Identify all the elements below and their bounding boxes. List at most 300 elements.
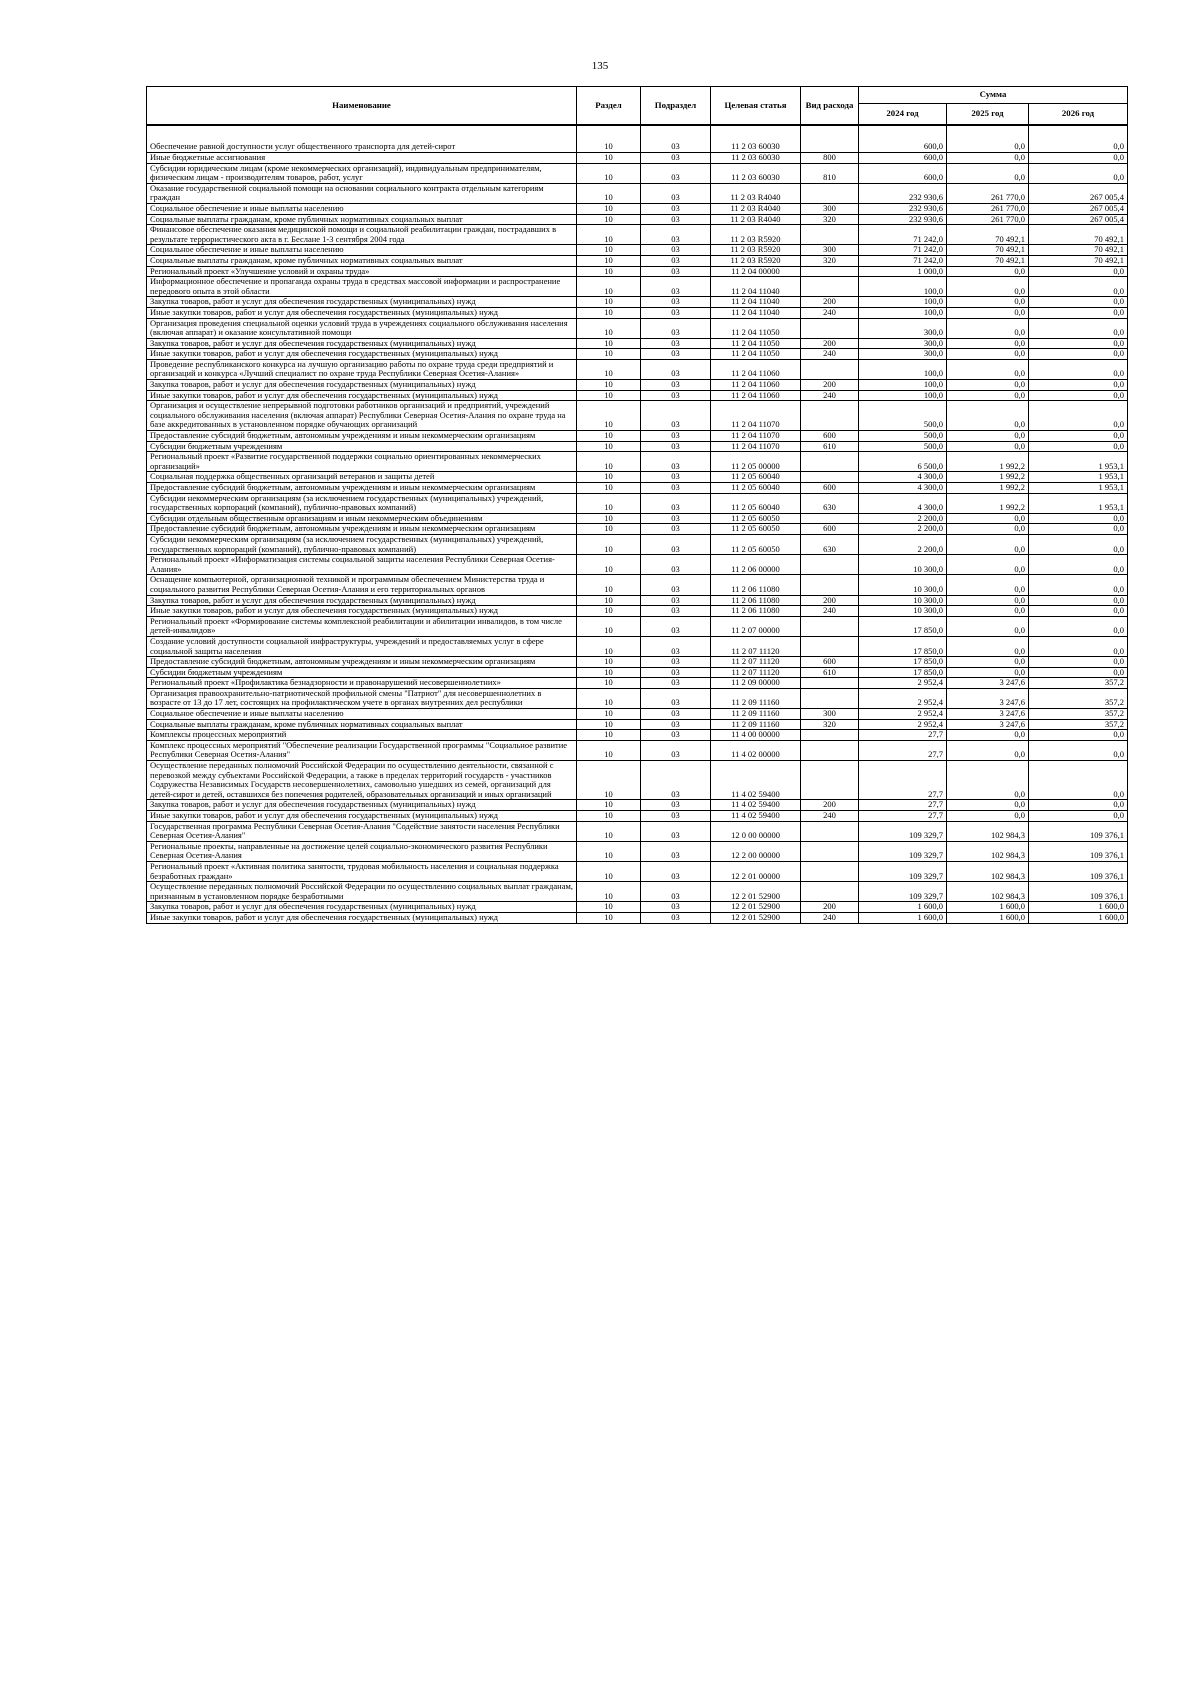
row-2025: 102 984,3 <box>947 821 1029 841</box>
table-row <box>147 153 1128 164</box>
row-2024: 4 300,0 <box>859 472 947 483</box>
row-2024: 100,0 <box>859 359 947 379</box>
row-section: 10 <box>577 902 641 913</box>
row-2025: 0,0 <box>947 390 1029 401</box>
row-subsection: 03 <box>641 740 711 760</box>
row-target: 11 2 05 60050 <box>711 513 801 524</box>
row-2026: 0,0 <box>1029 277 1128 297</box>
row-expense-type: 810 <box>801 163 859 183</box>
row-2026: 0,0 <box>1029 431 1128 442</box>
row-target: 11 2 09 00000 <box>711 678 801 689</box>
row-expense-type <box>801 761 859 800</box>
row-expense-type: 630 <box>801 493 859 513</box>
row-2026: 0,0 <box>1029 636 1128 656</box>
row-name: Оказание государственной социальной помощи на основании социального контракта отдельным категориям граждан <box>147 183 577 203</box>
row-target: 11 2 03 R4040 <box>711 214 801 225</box>
row-subsection: 03 <box>641 493 711 513</box>
row-section: 10 <box>577 380 641 391</box>
row-target: 11 2 07 11120 <box>711 657 801 668</box>
row-section: 10 <box>577 441 641 452</box>
row-2026: 0,0 <box>1029 401 1128 431</box>
row-2026: 357,2 <box>1029 678 1128 689</box>
row-2025: 70 492,1 <box>947 255 1029 266</box>
row-expense-type <box>801 636 859 656</box>
row-expense-type <box>801 821 859 841</box>
table-row <box>147 761 1128 800</box>
row-2025: 0,0 <box>947 740 1029 760</box>
table-row <box>147 452 1128 472</box>
row-name: Иные закупки товаров, работ и услуг для обеспечения государственных (муниципальных) нужд <box>147 912 577 923</box>
row-2025: 0,0 <box>947 349 1029 360</box>
table-row <box>147 902 1128 913</box>
row-expense-type <box>801 688 859 708</box>
row-expense-type: 610 <box>801 441 859 452</box>
row-target: 12 2 01 00000 <box>711 861 801 881</box>
row-2026: 0,0 <box>1029 380 1128 391</box>
row-2026: 0,0 <box>1029 390 1128 401</box>
row-subsection: 03 <box>641 266 711 277</box>
row-subsection: 03 <box>641 277 711 297</box>
row-target: 11 2 04 00000 <box>711 266 801 277</box>
row-section: 10 <box>577 667 641 678</box>
row-section: 10 <box>577 616 641 636</box>
row-name: Государственная программа Республики Северная Осетия-Алания "Содействие занятости населения Республики Северная Осетия-Алания" <box>147 821 577 841</box>
row-2025: 0,0 <box>947 513 1029 524</box>
row-subsection: 03 <box>641 452 711 472</box>
row-2026: 0,0 <box>1029 667 1128 678</box>
row-subsection: 03 <box>641 800 711 811</box>
row-2026: 0,0 <box>1029 125 1128 153</box>
row-subsection: 03 <box>641 524 711 535</box>
row-section: 10 <box>577 841 641 861</box>
row-target: 11 2 04 11040 <box>711 277 801 297</box>
row-section: 10 <box>577 307 641 318</box>
row-2025: 261 770,0 <box>947 203 1029 214</box>
row-section: 10 <box>577 452 641 472</box>
row-subsection: 03 <box>641 861 711 881</box>
col-header-section: Раздел <box>577 87 641 126</box>
row-target: 11 2 05 60040 <box>711 493 801 513</box>
row-subsection: 03 <box>641 225 711 245</box>
table-row <box>147 719 1128 730</box>
table-row <box>147 472 1128 483</box>
col-header-subsection: Подраздел <box>641 87 711 126</box>
row-target: 11 2 04 11060 <box>711 380 801 391</box>
row-target: 11 2 06 11080 <box>711 606 801 617</box>
row-2026: 0,0 <box>1029 800 1128 811</box>
row-name: Осуществление переданных полномочий Российской Федерации по осуществлению социальных выплат гражданам, признанным в установленном порядке безработными <box>147 882 577 902</box>
row-subsection: 03 <box>641 401 711 431</box>
row-2025: 1 992,2 <box>947 452 1029 472</box>
row-target: 11 2 05 60040 <box>711 472 801 483</box>
row-name: Субсидии бюджетным учреждениям <box>147 441 577 452</box>
row-name: Социальное обеспечение и иные выплаты населению <box>147 245 577 256</box>
row-2025: 0,0 <box>947 277 1029 297</box>
row-2024: 2 200,0 <box>859 513 947 524</box>
row-2025: 0,0 <box>947 125 1029 153</box>
row-target: 11 4 02 59400 <box>711 800 801 811</box>
row-section: 10 <box>577 472 641 483</box>
row-target: 11 2 06 00000 <box>711 555 801 575</box>
row-2025: 0,0 <box>947 761 1029 800</box>
row-section: 10 <box>577 153 641 164</box>
row-target: 11 2 04 11070 <box>711 441 801 452</box>
row-section: 10 <box>577 338 641 349</box>
table-row <box>147 338 1128 349</box>
row-target: 12 2 01 52900 <box>711 882 801 902</box>
row-section: 10 <box>577 125 641 153</box>
row-2026: 1 953,1 <box>1029 452 1128 472</box>
row-subsection: 03 <box>641 163 711 183</box>
row-section: 10 <box>577 318 641 338</box>
row-name: Закупка товаров, работ и услуг для обеспечения государственных (муниципальных) нужд <box>147 297 577 308</box>
row-2024: 2 200,0 <box>859 524 947 535</box>
row-section: 10 <box>577 811 641 822</box>
row-name: Закупка товаров, работ и услуг для обеспечения государственных (муниципальных) нужд <box>147 800 577 811</box>
row-section: 10 <box>577 636 641 656</box>
row-section: 10 <box>577 657 641 668</box>
row-2025: 0,0 <box>947 730 1029 741</box>
table-row <box>147 266 1128 277</box>
row-2024: 2 952,4 <box>859 678 947 689</box>
row-2024: 1 600,0 <box>859 902 947 913</box>
row-section: 10 <box>577 740 641 760</box>
row-target: 11 2 06 11080 <box>711 595 801 606</box>
row-2025: 102 984,3 <box>947 841 1029 861</box>
row-subsection: 03 <box>641 472 711 483</box>
table-row <box>147 595 1128 606</box>
table-row <box>147 359 1128 379</box>
row-2024: 27,7 <box>859 730 947 741</box>
row-expense-type <box>801 730 859 741</box>
row-name: Информационное обеспечение и пропаганда охраны труда в средствах массовой информации и распространение передового опыта в этой области <box>147 277 577 297</box>
row-2024: 109 329,7 <box>859 821 947 841</box>
row-2026: 0,0 <box>1029 513 1128 524</box>
row-2024: 109 329,7 <box>859 841 947 861</box>
row-2024: 27,7 <box>859 761 947 800</box>
table-row <box>147 912 1128 923</box>
row-2026: 0,0 <box>1029 524 1128 535</box>
row-expense-type: 240 <box>801 606 859 617</box>
row-2024: 71 242,0 <box>859 245 947 256</box>
row-section: 10 <box>577 821 641 841</box>
row-name: Региональный проект «Информатизация системы социальной защиты населения Республики Северная Осетия-Алания» <box>147 555 577 575</box>
row-target: 11 2 04 11070 <box>711 431 801 442</box>
row-section: 10 <box>577 719 641 730</box>
row-expense-type <box>801 359 859 379</box>
row-name: Субсидии некоммерческим организациям (за исключением государственных (муниципальных) учреждений, государственных корпораций (компаний), публично-правовых компаний) <box>147 534 577 554</box>
row-2024: 100,0 <box>859 297 947 308</box>
row-expense-type: 200 <box>801 338 859 349</box>
row-target: 11 2 04 11050 <box>711 338 801 349</box>
row-name: Предоставление субсидий бюджетным, автономным учреждениям и иным некоммерческим организациям <box>147 524 577 535</box>
row-subsection: 03 <box>641 349 711 360</box>
row-name: Социальные выплаты гражданам, кроме публичных нормативных социальных выплат <box>147 719 577 730</box>
row-subsection: 03 <box>641 380 711 391</box>
row-subsection: 03 <box>641 636 711 656</box>
table-row <box>147 380 1128 391</box>
row-2025: 70 492,1 <box>947 225 1029 245</box>
row-target: 11 2 03 R4040 <box>711 183 801 203</box>
row-expense-type: 240 <box>801 349 859 360</box>
row-2025: 0,0 <box>947 359 1029 379</box>
row-target: 11 2 03 60030 <box>711 163 801 183</box>
row-section: 10 <box>577 203 641 214</box>
row-expense-type: 240 <box>801 307 859 318</box>
table-row <box>147 636 1128 656</box>
row-2026: 1 600,0 <box>1029 912 1128 923</box>
row-target: 12 2 01 52900 <box>711 902 801 913</box>
row-2025: 0,0 <box>947 338 1029 349</box>
row-target: 11 2 04 11050 <box>711 318 801 338</box>
row-expense-type <box>801 616 859 636</box>
row-subsection: 03 <box>641 245 711 256</box>
row-2026: 267 005,4 <box>1029 214 1128 225</box>
row-expense-type <box>801 513 859 524</box>
row-expense-type: 240 <box>801 390 859 401</box>
row-subsection: 03 <box>641 214 711 225</box>
row-2025: 261 770,0 <box>947 214 1029 225</box>
row-expense-type <box>801 183 859 203</box>
row-target: 11 2 04 11040 <box>711 297 801 308</box>
row-2025: 0,0 <box>947 153 1029 164</box>
table-row <box>147 555 1128 575</box>
table-row <box>147 811 1128 822</box>
table-row <box>147 163 1128 183</box>
row-2026: 0,0 <box>1029 441 1128 452</box>
row-name: Проведение республиканского конкурса на лучшую организацию работы по охране труда среди предприятий и организаций и конкурса «Лучший специалист по охране труда Республики Северная Осетия-Алания» <box>147 359 577 379</box>
row-subsection: 03 <box>641 882 711 902</box>
row-subsection: 03 <box>641 688 711 708</box>
row-2024: 100,0 <box>859 307 947 318</box>
row-target: 11 2 03 60030 <box>711 125 801 153</box>
row-2025: 0,0 <box>947 307 1029 318</box>
row-target: 11 2 05 60040 <box>711 483 801 494</box>
table-row <box>147 821 1128 841</box>
row-expense-type: 800 <box>801 153 859 164</box>
row-section: 10 <box>577 401 641 431</box>
row-subsection: 03 <box>641 595 711 606</box>
row-2025: 1 600,0 <box>947 912 1029 923</box>
row-expense-type <box>801 401 859 431</box>
row-2026: 70 492,1 <box>1029 255 1128 266</box>
col-header-2024: 2024 год <box>859 104 947 126</box>
row-name: Субсидии отдельным общественным организациям и иным некоммерческим объединениям <box>147 513 577 524</box>
row-subsection: 03 <box>641 912 711 923</box>
table-row <box>147 493 1128 513</box>
row-2026: 70 492,1 <box>1029 245 1128 256</box>
table-row <box>147 678 1128 689</box>
row-section: 10 <box>577 882 641 902</box>
row-2024: 500,0 <box>859 441 947 452</box>
table-row <box>147 657 1128 668</box>
row-target: 12 2 01 52900 <box>711 912 801 923</box>
table-row <box>147 401 1128 431</box>
row-subsection: 03 <box>641 483 711 494</box>
col-header-sum: Сумма <box>859 87 1128 104</box>
row-2025: 0,0 <box>947 800 1029 811</box>
row-section: 10 <box>577 390 641 401</box>
row-2024: 27,7 <box>859 800 947 811</box>
row-subsection: 03 <box>641 821 711 841</box>
row-2024: 27,7 <box>859 740 947 760</box>
row-target: 11 2 03 R4040 <box>711 203 801 214</box>
row-2025: 0,0 <box>947 636 1029 656</box>
row-subsection: 03 <box>641 390 711 401</box>
row-name: Социальное обеспечение и иные выплаты населению <box>147 709 577 720</box>
row-expense-type <box>801 277 859 297</box>
row-subsection: 03 <box>641 203 711 214</box>
row-2026: 0,0 <box>1029 318 1128 338</box>
table-row <box>147 277 1128 297</box>
table-row <box>147 688 1128 708</box>
table-row <box>147 841 1128 861</box>
row-2026: 0,0 <box>1029 555 1128 575</box>
row-2024: 600,0 <box>859 163 947 183</box>
row-2025: 0,0 <box>947 380 1029 391</box>
row-2026: 357,2 <box>1029 688 1128 708</box>
row-2025: 0,0 <box>947 811 1029 822</box>
row-name: Закупка товаров, работ и услуг для обеспечения государственных (муниципальных) нужд <box>147 902 577 913</box>
row-section: 10 <box>577 431 641 442</box>
row-section: 10 <box>577 861 641 881</box>
row-2026: 0,0 <box>1029 811 1128 822</box>
row-2024: 4 300,0 <box>859 483 947 494</box>
row-name: Организация и осуществление непрерывной подготовки работников организаций и предприятий, учреждений социального обслуживания населения (включая аппарат) Республики Северная Осетия-Алания по охране труда на базе аккредитованных в установленном порядке обучающих организаций <box>147 401 577 431</box>
row-name: Субсидии бюджетным учреждениям <box>147 667 577 678</box>
row-expense-type: 200 <box>801 595 859 606</box>
row-subsection: 03 <box>641 678 711 689</box>
row-expense-type: 320 <box>801 255 859 266</box>
row-expense-type: 200 <box>801 297 859 308</box>
row-target: 11 2 05 60050 <box>711 524 801 535</box>
row-name: Иные закупки товаров, работ и услуг для обеспечения государственных (муниципальных) нужд <box>147 307 577 318</box>
row-subsection: 03 <box>641 534 711 554</box>
row-expense-type <box>801 841 859 861</box>
row-section: 10 <box>577 183 641 203</box>
row-2025: 0,0 <box>947 575 1029 595</box>
row-2024: 300,0 <box>859 338 947 349</box>
row-2026: 0,0 <box>1029 338 1128 349</box>
table-row <box>147 441 1128 452</box>
row-2026: 357,2 <box>1029 719 1128 730</box>
row-2024: 100,0 <box>859 277 947 297</box>
row-2025: 0,0 <box>947 297 1029 308</box>
row-target: 11 2 04 11070 <box>711 401 801 431</box>
row-target: 11 2 09 11160 <box>711 719 801 730</box>
row-2026: 0,0 <box>1029 606 1128 617</box>
col-header-2025: 2025 год <box>947 104 1029 126</box>
row-subsection: 03 <box>641 255 711 266</box>
row-name: Региональный проект «Улучшение условий и охраны труда» <box>147 266 577 277</box>
row-2026: 109 376,1 <box>1029 841 1128 861</box>
row-2024: 109 329,7 <box>859 882 947 902</box>
row-2025: 1 992,2 <box>947 472 1029 483</box>
row-name: Иные закупки товаров, работ и услуг для обеспечения государственных (муниципальных) нужд <box>147 349 577 360</box>
row-expense-type: 600 <box>801 483 859 494</box>
row-2025: 70 492,1 <box>947 245 1029 256</box>
row-2024: 232 930,6 <box>859 203 947 214</box>
col-header-target: Целевая статья <box>711 87 801 126</box>
row-target: 11 2 09 11160 <box>711 688 801 708</box>
row-section: 10 <box>577 912 641 923</box>
row-expense-type <box>801 861 859 881</box>
row-expense-type <box>801 740 859 760</box>
row-2024: 232 930,6 <box>859 183 947 203</box>
row-name: Социальное обеспечение и иные выплаты населению <box>147 203 577 214</box>
row-subsection: 03 <box>641 307 711 318</box>
col-header-name: Наименование <box>147 87 577 126</box>
table-row <box>147 255 1128 266</box>
table-row <box>147 318 1128 338</box>
row-section: 10 <box>577 524 641 535</box>
row-subsection: 03 <box>641 183 711 203</box>
row-2024: 6 500,0 <box>859 452 947 472</box>
row-target: 11 4 00 00000 <box>711 730 801 741</box>
row-name: Комплексы процессных мероприятий <box>147 730 577 741</box>
row-subsection: 03 <box>641 719 711 730</box>
row-2024: 17 850,0 <box>859 636 947 656</box>
row-expense-type <box>801 678 859 689</box>
row-2025: 0,0 <box>947 524 1029 535</box>
row-expense-type: 300 <box>801 245 859 256</box>
row-section: 10 <box>577 678 641 689</box>
row-2024: 300,0 <box>859 318 947 338</box>
row-name: Региональный проект «Активная политика занятости, трудовая мобильность населения и социальная поддержка безработных граждан» <box>147 861 577 881</box>
row-expense-type: 300 <box>801 709 859 720</box>
row-subsection: 03 <box>641 125 711 153</box>
table-body <box>147 125 1128 923</box>
row-2024: 71 242,0 <box>859 225 947 245</box>
row-target: 11 4 02 59400 <box>711 761 801 800</box>
table-row <box>147 390 1128 401</box>
row-section: 10 <box>577 277 641 297</box>
row-expense-type: 240 <box>801 912 859 923</box>
row-name: Социальная поддержка общественных организаций ветеранов и защиты детей <box>147 472 577 483</box>
row-subsection: 03 <box>641 657 711 668</box>
row-expense-type: 610 <box>801 667 859 678</box>
row-section: 10 <box>577 595 641 606</box>
row-expense-type: 320 <box>801 719 859 730</box>
row-2025: 0,0 <box>947 606 1029 617</box>
row-2025: 102 984,3 <box>947 882 1029 902</box>
row-name: Обеспечение равной доступности услуг общественного транспорта для детей-сирот <box>147 125 577 153</box>
row-expense-type <box>801 555 859 575</box>
table-row <box>147 225 1128 245</box>
row-target: 11 2 07 00000 <box>711 616 801 636</box>
table-row <box>147 730 1128 741</box>
row-subsection: 03 <box>641 606 711 617</box>
row-2025: 3 247,6 <box>947 678 1029 689</box>
row-target: 11 4 02 59400 <box>711 811 801 822</box>
row-2025: 1 600,0 <box>947 902 1029 913</box>
row-subsection: 03 <box>641 811 711 822</box>
row-2025: 0,0 <box>947 616 1029 636</box>
row-2025: 3 247,6 <box>947 709 1029 720</box>
row-target: 11 2 09 11160 <box>711 709 801 720</box>
row-target: 11 2 03 R5920 <box>711 255 801 266</box>
row-expense-type <box>801 575 859 595</box>
row-name: Создание условий доступности социальной инфраструктуры, учреждений и предоставляемых услуг в сфере социальной защиты населения <box>147 636 577 656</box>
row-2026: 0,0 <box>1029 616 1128 636</box>
row-2026: 0,0 <box>1029 359 1128 379</box>
row-subsection: 03 <box>641 153 711 164</box>
row-expense-type: 600 <box>801 431 859 442</box>
row-section: 10 <box>577 349 641 360</box>
row-target: 11 2 06 11080 <box>711 575 801 595</box>
row-2024: 10 300,0 <box>859 606 947 617</box>
table-row <box>147 667 1128 678</box>
